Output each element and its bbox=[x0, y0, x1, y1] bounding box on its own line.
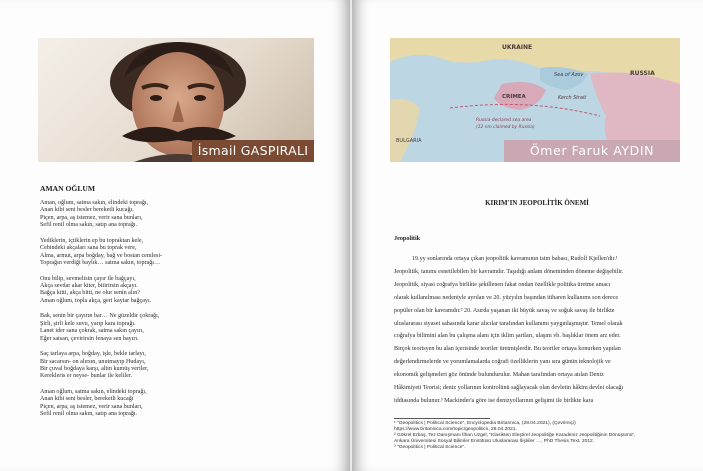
poem-line: Akça sevdar akar kiter, bitirirsin akçayı. bbox=[40, 283, 138, 290]
poem-line: Bağça kitti, akça bitti, ne olur senin alın? bbox=[40, 290, 141, 297]
paragraph-line: uluslararası siyaset sahasında karar alıcılar tarafından kullanımı yaygınlaşmıştır. Temel olarak bbox=[394, 320, 623, 327]
paragraph-line: Hâkimiyeti Teorisi; deniz yollarının kontrolünü sağlayacak olan devletin hâkim devlet olacağı bbox=[394, 385, 624, 392]
stanza bbox=[40, 313, 320, 343]
poem bbox=[40, 184, 320, 427]
poem-line: Yediklerin, içtiklerin ep bu topraktan kele, bbox=[40, 237, 144, 244]
poem-line: Onu bilip, sevmelisin çayır ile bağçayı, bbox=[40, 275, 136, 282]
poem-line: Anan kibi seni besler, bereketli kucağı bbox=[40, 396, 134, 403]
stanza bbox=[40, 238, 320, 268]
map-label-bulgaria: BULGARIA bbox=[396, 138, 422, 144]
stanza bbox=[40, 389, 320, 419]
map-label-russia: RUSSIA bbox=[630, 70, 655, 77]
paragraph-line: ekonomik gelişmeleri göz önünde bulundurulur. Mahan tarafından ortaya atılan Deniz bbox=[394, 372, 604, 379]
left-page bbox=[0, 0, 350, 471]
poem-line: Toprağın verdiği baylık… satma sakın, toprağı… bbox=[40, 260, 161, 267]
poem-line: Cebindeki akçaları sana bu toprak vere, bbox=[40, 245, 137, 252]
author-name-band-right: Ömer Faruk AYDIN bbox=[504, 140, 680, 162]
footnote-line: ¹ "Geopolitics | Political Science", Encyclopedia Britannica, (28.04.2021), (Çevrimiçi) bbox=[394, 421, 576, 426]
poem-line: Aman, oğlum, satma sakın, elindeki toprağı, bbox=[40, 200, 149, 206]
map-label-ukraine: UKRAINE bbox=[502, 44, 533, 51]
paragraph-line: coğrafya bilimini alan bu çalışma alanı için iklim şartları, ulaşım vb. başlıklar önem arz eder. bbox=[394, 333, 621, 340]
map-label-boundary-note-1: Russia-declared sea area bbox=[476, 118, 532, 123]
poem-title: AMAN OĞLUM bbox=[40, 184, 96, 193]
stanza bbox=[40, 351, 320, 381]
paragraph-line: iddiasında bulunur.³ Mackinder'a göre ise denizyollarının gelişimi ile birlikte kara bbox=[394, 397, 594, 404]
paragraph-line: popüler olan bir kavramdır.² 20. Asırda yaşanan iki büyük savaş ve soğuk savaş ile birlikte bbox=[394, 307, 615, 314]
article-title: KIRIM'IN JEOPOLİTİK ÖNEMİ bbox=[485, 199, 589, 207]
section-title: Jeopolitik bbox=[394, 235, 421, 242]
map-label-sea-of-azov: Sea of Azov bbox=[554, 72, 584, 78]
poem-line: Eğer satsan, çevirirsin fenaya sen bayırı. bbox=[40, 335, 139, 342]
poem-line: Piçen, arpa, aş istemez, verir sana bunları, bbox=[40, 214, 143, 221]
article bbox=[394, 199, 680, 408]
map-label-boundary-note-2: (12 nm claimed by Russia) bbox=[476, 125, 535, 130]
poem-line: Aman oğlum, satma sakın, elindeki toprağı, bbox=[40, 389, 147, 396]
article-paragraph bbox=[394, 253, 680, 408]
stanza bbox=[40, 276, 320, 306]
poem-line: Sefil renil olma sakın, satıp ana toprağı. bbox=[40, 411, 138, 418]
poem-line: Sefil renil olma sakın, satıp ana toprağı. bbox=[40, 222, 138, 229]
poem-line: Kerekleris er neyse- bunlar ile keliler. bbox=[40, 373, 133, 380]
footnote-line: ³ "Geopolitics | Political Science". bbox=[394, 444, 466, 450]
paragraph-line: Birçok teorisyen bu alan içerisinde teoriler üretmişlerdir. Bu teoriler ortaya konurken yapılan bbox=[394, 346, 621, 353]
right-page bbox=[352, 0, 703, 471]
poem-line: Bir sacarsın- on alırsın, unutmayıp Hudayı, bbox=[40, 358, 146, 365]
footnotes bbox=[394, 421, 680, 451]
poem-line: Bak, senin bir çayırın bar… Ne güzeldir çokrağı, bbox=[40, 313, 160, 320]
map-label-crimea: CRIMEA bbox=[502, 94, 526, 100]
poem-line: Şirli, şirli kele suvu, yarıp kara toprağı. bbox=[40, 320, 136, 327]
poem-line: Saç tarlaya arpa, boğday, işle, bekle tarlayı, bbox=[40, 351, 146, 358]
poem-line: Lanet ider sana çokrak, satma sakın çayırı, bbox=[40, 328, 144, 335]
footnote-line: https://www.britannica.com/topic/geopolitics, 28.04.2021. bbox=[394, 426, 517, 432]
paragraph-line: olarak kullanılması nedeniyle ayrılan ve 20. yüzyılın başından itibaren kullanımı son derece bbox=[394, 294, 619, 301]
paragraph-line: Jeopolitik, tanımı esnetilebilen bir kavramdır. Taşıdığı anlam döneminden döneme değişebilir. bbox=[394, 268, 624, 275]
paragraph-line: Jeopolitik, siyasi coğrafya birlikte şekillenen fakat ondan özellikle politika üretme amacı bbox=[394, 281, 611, 288]
poem-line: Piçen, arpa, aş istemez, verir sana bunları, bbox=[40, 403, 143, 410]
poem-line: Bir çuval boğdaya karşı, altın kumüş veriler, bbox=[40, 366, 149, 373]
poem-line: Alma, armut, arpa boğday, bağ ve bostan cemlesi- bbox=[40, 252, 163, 259]
footnote-divider bbox=[394, 418, 490, 419]
poem-line: Anan kibi seni besler bereketli kucağı. bbox=[40, 207, 134, 214]
footnote-line: Ankara Üniversitesi Sosyal Bilimler Enstitüsü Uluslararası İlişkiler …, PhD Thesis Text, 2012. bbox=[394, 438, 595, 444]
paragraph-line: değerlendirmelerde ve yorumlamalarda coğrafi özelliklerin yanı sıra günün teknolojik ve bbox=[394, 359, 611, 366]
footnote-line: ² Gökrel Erbaş, Tez Danışmanı İlhan Uzgel, "Klasikten Eleştirel Jeopolitiğe Karadeniz Jeopolitiğinin Dönüşümü", bbox=[394, 432, 636, 438]
paragraph-line: 19.yy sonlarında ortaya çıkan jeopolitik kavramının isim babası, Rudolf Kjellen'dir.¹ bbox=[412, 256, 618, 262]
author-name-band-left: İsmail GASPIRALI bbox=[192, 140, 314, 162]
stanza bbox=[40, 200, 320, 230]
poem-line: Aman oğlum, topla akça, geri kaytar bağçayı. bbox=[40, 297, 152, 304]
map-label-kerch-strait: Kerch Strait bbox=[558, 96, 587, 101]
